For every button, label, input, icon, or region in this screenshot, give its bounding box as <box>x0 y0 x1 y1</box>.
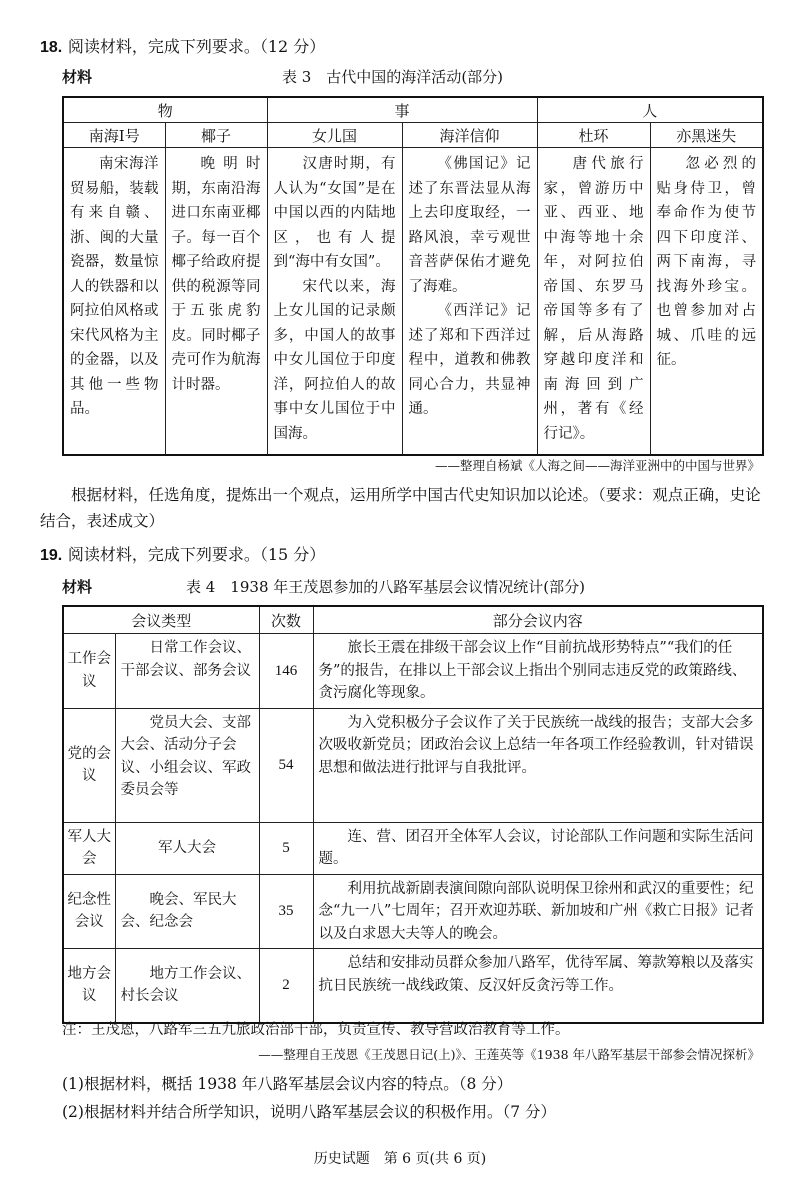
cell-belief-text-2: 《西洋记》记述了郑和下西洋过程中，道教和佛教同心合力，共显神通。 <box>408 303 531 417</box>
row-category: 军人大会 <box>63 822 115 874</box>
row-types <box>115 634 259 709</box>
q18-number: 18. <box>40 39 63 56</box>
table-row <box>63 708 763 822</box>
row-content <box>313 949 763 1023</box>
meetings-header-row <box>63 606 763 634</box>
col-header-coconut: 椰子 <box>165 123 267 148</box>
row-content <box>313 874 763 949</box>
q18-prompt: 阅读材料，完成下列要求。（12 分） <box>67 37 326 56</box>
cell-yiheimishi <box>650 148 763 456</box>
row-category: 地方会议 <box>63 949 115 1023</box>
row-types-text: 党员大会、支部大会、活动分子会议、小组会议、军政委员会等 <box>120 714 251 798</box>
cell-coconut-text: 晚明时期，东南沿海进口东南亚椰子。每一百个椰子给政府提供的税源等同于五张虎豹皮。同时椰子壳可作为航海计时器。 <box>171 156 261 393</box>
row-category: 党的会议 <box>63 708 115 822</box>
row-content <box>313 634 763 709</box>
cell-belief-text-1: 《佛国记》记述了东晋法显从海上去印度取经，一路风浪，幸亏观世音菩萨保佑才避免了海难。 <box>408 156 531 295</box>
header-content: 部分会议内容 <box>313 606 763 634</box>
col-header-nuerguo: 女儿国 <box>267 123 402 148</box>
col-header-nanhai: 南海Ⅰ号 <box>63 123 165 148</box>
group-header-row <box>63 97 763 123</box>
row-count: 5 <box>259 822 313 874</box>
col-header-belief: 海洋信仰 <box>402 123 537 148</box>
q18-source: ——整理自杨斌《人海之间——海洋亚洲中的中国与世界》 <box>434 458 760 473</box>
row-types-text: 晚会、军民大会、纪念会 <box>120 891 237 931</box>
content-row <box>63 148 763 456</box>
cell-yiheimishi-text: 忽必烈的贴身侍卫，曾奉命作为使节四下印度洋、两下南海，寻找海外珍宝。也曾参加对占城、爪哇的远征。 <box>656 156 757 368</box>
cell-nuerguo <box>267 148 402 456</box>
row-count: 2 <box>259 949 313 1023</box>
q19-table-caption: 表 4 1938 年王茂恩参加的八路军基层会议情况统计(部分) <box>186 578 585 596</box>
row-content <box>313 708 763 822</box>
page-footer: 历史试题 第 6 页(共 6 页) <box>313 1151 487 1167</box>
row-types <box>115 874 259 949</box>
row-content-text: 旅长王震在排级干部会议上作“目前抗战形势特点”“我们的任务”的报告，在排以上干部会议上指出个别同志违反党的政策路线、贪污腐化等现象。 <box>318 640 747 701</box>
header-count: 次数 <box>259 606 313 634</box>
maritime-activities-table <box>62 96 764 456</box>
cell-coconut <box>165 148 267 456</box>
row-content-text: 为入党积极分子会议作了关于民族统一战线的报告；支部大会多次吸收新党员；团政治会议上总结一年各项工作经验教训，针对错误思想和做法进行批评与自我批评。 <box>318 714 754 776</box>
group-header-wu: 物 <box>63 97 267 123</box>
row-category: 工作会议 <box>63 634 115 709</box>
q19-subquestion-1: (1)根据材料，概括 1938 年八路军基层会议内容的特点。（8 分） <box>62 1075 513 1093</box>
meetings-table <box>62 605 764 1024</box>
row-content <box>313 822 763 874</box>
cell-nuerguo-text-2: 宋代以来，海上女儿国的记录颇多，中国人的故事中女儿国位于印度洋，阿拉伯人的故事中女儿国位于中国海。 <box>273 278 396 442</box>
row-count: 146 <box>259 634 313 709</box>
q18-material-label: 材料 <box>62 68 93 86</box>
row-types-text: 日常工作会议、干部会议、部务会议 <box>120 640 251 679</box>
row-count: 54 <box>259 708 313 822</box>
cell-duhuan <box>537 148 650 456</box>
q18-table-caption: 表 3 古代中国的海洋活动(部分) <box>282 68 504 86</box>
row-count: 35 <box>259 874 313 949</box>
row-types <box>115 708 259 822</box>
q19-heading <box>40 542 325 565</box>
cell-nuerguo-text-1: 汉唐时期，有人认为“女国”是在中国以西的内陆地区，也有人提到“海中有女国”。 <box>273 156 396 270</box>
col-header-yiheimishi: 亦黑迷失 <box>650 123 763 148</box>
q19-source: ——整理自王茂恩《王茂恩日记(上)》、王莲英等《1938 年八路军基层干部参会情况探析》 <box>258 1047 760 1062</box>
row-content-text: 利用抗战新剧表演间隙向部队说明保卫徐州和武汉的重要性；纪念“九一八”七周年；召开欢迎苏联、新加坡和广州《救亡日报》记者以及白求恩大夫等人的晚会。 <box>318 880 754 942</box>
row-content-text: 连、营、团召开全体军人会议，讨论部队工作问题和实际生活问题。 <box>318 828 754 867</box>
q19-note: 注：王茂恩，八路军三五九旅政治部干部，负责宣传、教导营政治教育等工作。 <box>62 1022 570 1038</box>
cell-belief <box>402 148 537 456</box>
group-header-ren: 人 <box>537 97 763 123</box>
q19-material-label: 材料 <box>62 578 93 596</box>
header-meeting-type: 会议类型 <box>63 606 259 634</box>
table-row <box>63 874 763 949</box>
table-row <box>63 822 763 874</box>
row-content-text: 总结和安排动员群众参加八路军，优待军属、筹款筹粮以及落实抗日民族统一战线政策、反汉奸反贪污等工作。 <box>318 955 754 994</box>
group-header-shi: 事 <box>267 97 537 123</box>
row-types: 军人大会 <box>115 822 259 874</box>
q18-instruction: 根据材料，任选角度，提炼出一个观点，运用所学中国古代史知识加以论述。（要求：观点正确，史论结合，表述成文） <box>40 486 761 530</box>
q19-prompt: 阅读材料，完成下列要求。（15 分） <box>67 545 326 564</box>
q19-subquestion-2: (2)根据材料并结合所学知识，说明八路军基层会议的积极作用。（7 分） <box>62 1103 556 1121</box>
q19-number: 19. <box>40 547 63 564</box>
row-types <box>115 949 259 1023</box>
row-category: 纪念性会议 <box>63 874 115 949</box>
row-types-text: 地方工作会议、村长会议 <box>120 965 251 1005</box>
col-header-duhuan: 杜环 <box>537 123 650 148</box>
cell-duhuan-text: 唐代旅行家，曾游历中亚、西亚、地中海等地十余年，对阿拉伯帝国、东罗马帝国等多有了解，后从海路穿越印度洋和南海回到广州，著有《经行记》。 <box>543 156 644 442</box>
cell-nanhai <box>63 148 165 456</box>
q18-heading <box>40 34 325 57</box>
table-row <box>63 949 763 1023</box>
cell-nanhai-text: 南宋海洋贸易船，装载有来自赣、浙、闽的大量瓷器，数量惊人的铁器和以阿拉伯风格或宋代风格为主的金器，以及其他一些物品。 <box>70 156 159 417</box>
column-header-row <box>63 123 763 148</box>
table-row <box>63 634 763 709</box>
